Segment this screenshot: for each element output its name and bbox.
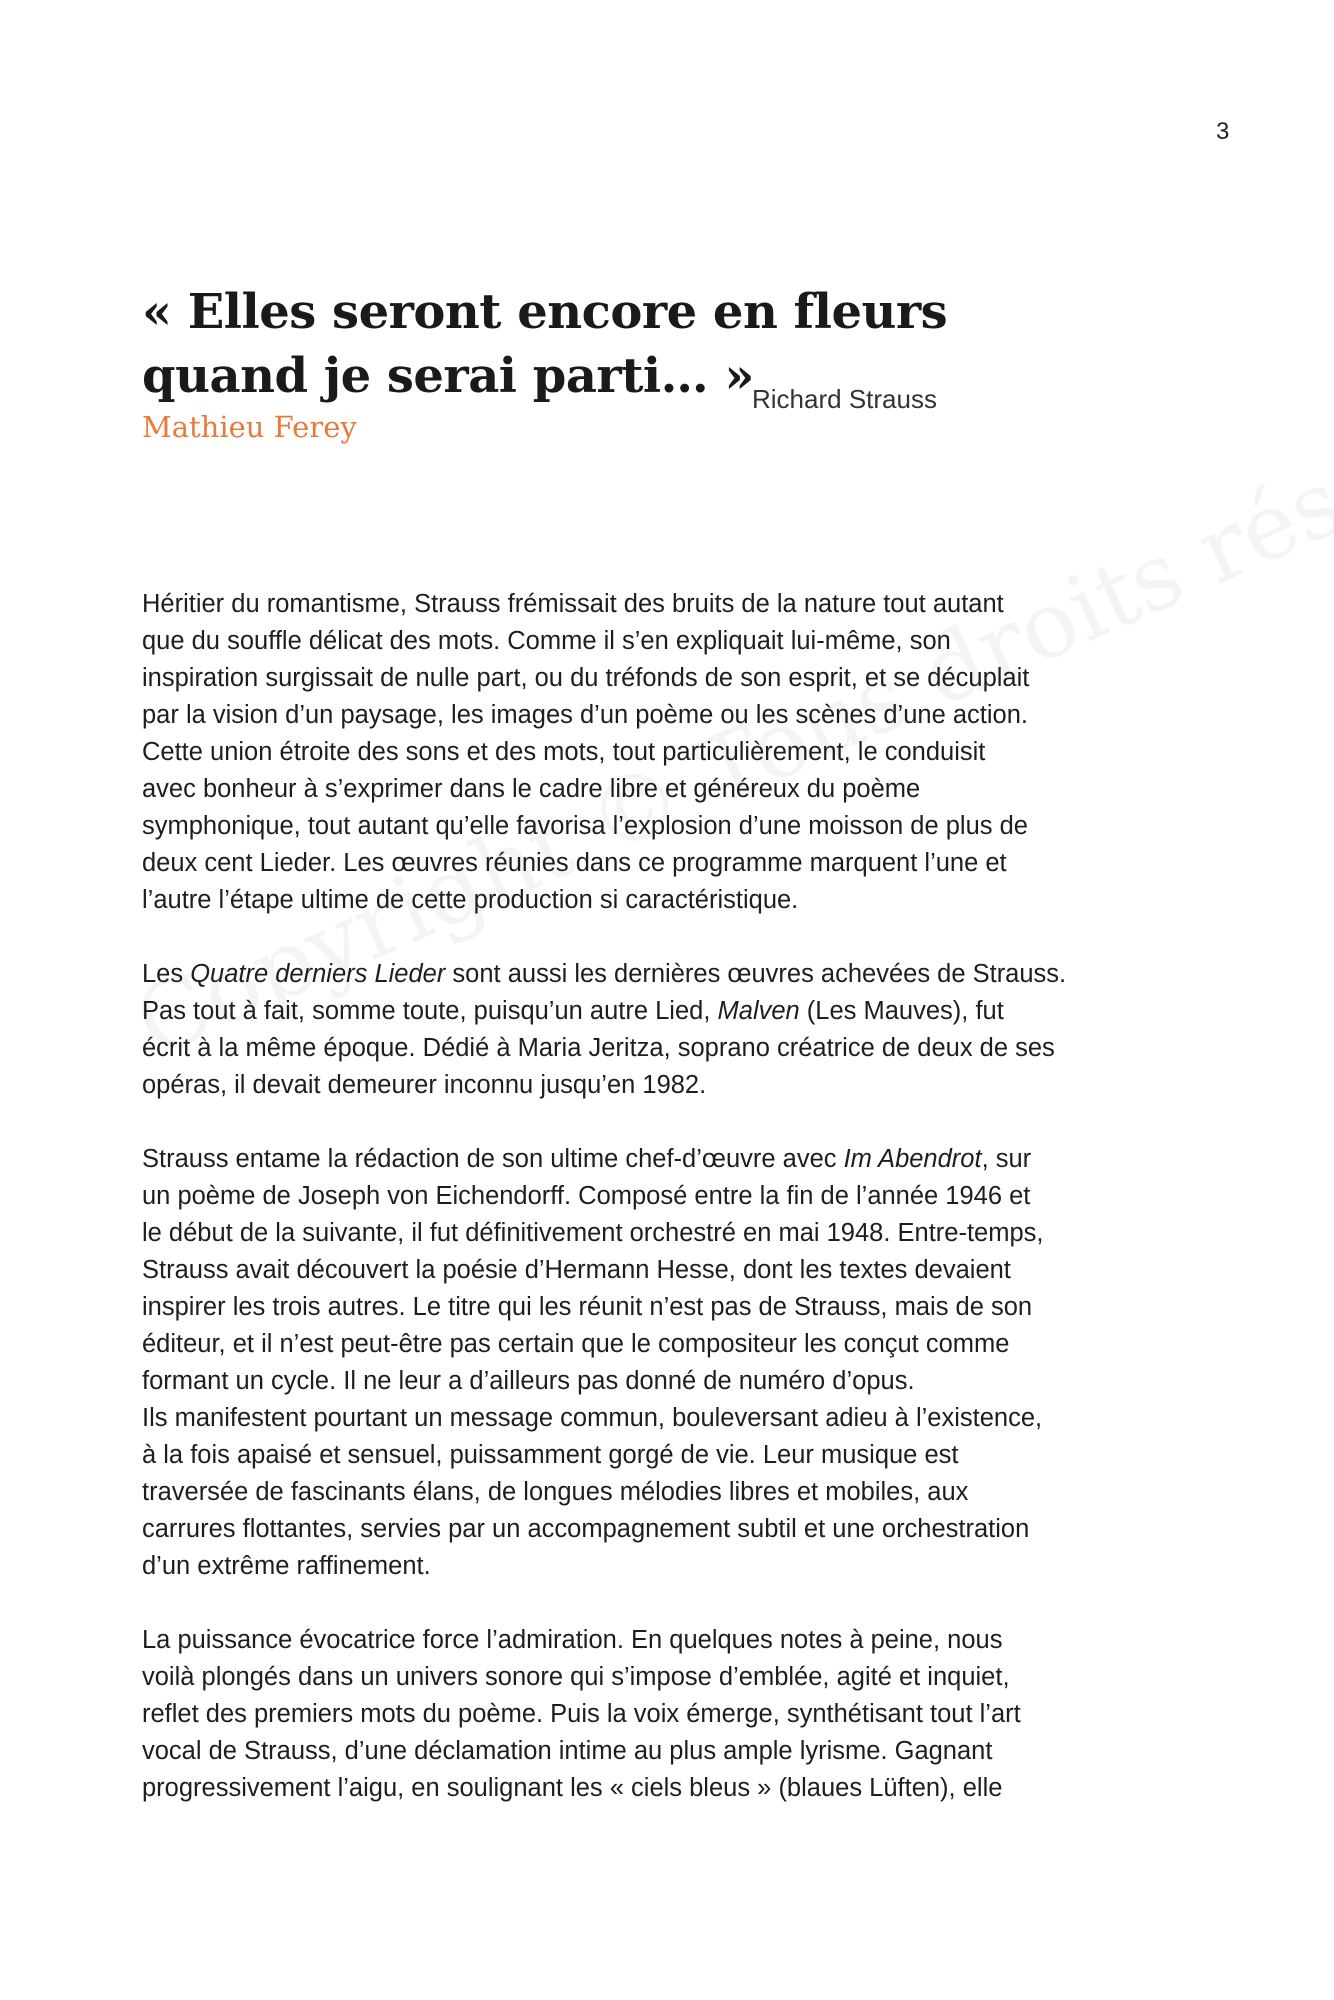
text-line: opéras, il devait demeurer inconnu jusqu’en 1982. [142, 1071, 707, 1099]
text-line: progressivement l’aigu, en soulignant les « ciels bleus » (blaues Lüften), elle [142, 1774, 1003, 1802]
paragraph [142, 586, 1202, 919]
text-line [142, 1141, 1202, 1178]
text-run: , sur [981, 1145, 1032, 1173]
quote-attribution: Richard Strauss [752, 384, 937, 414]
page-number: 3 [1216, 118, 1230, 145]
work-title: Malven [717, 997, 800, 1025]
text-line: Héritier du romantisme, Strauss frémissait des bruits de la nature tout autant [142, 590, 1004, 618]
work-title: Im Abendrot [843, 1145, 982, 1173]
text-line: d’un extrême raffinement. [142, 1552, 431, 1580]
text-line: éditeur, et il n’est peut-être pas certain que le compositeur les conçut comme [142, 1330, 1010, 1358]
text-line: symphonique, tout autant qu’elle favorisa l’explosion d’une moisson de plus de [142, 812, 1028, 840]
text-line: inspiration surgissait de nulle part, ou du tréfonds de son esprit, et se décuplait [142, 664, 1030, 692]
text-line: Cette union étroite des sons et des mots, tout particulièrement, le conduisit [142, 738, 986, 766]
text-line: reflet des premiers mots du poème. Puis la voix émerge, synthétisant tout l’art [142, 1700, 1021, 1728]
article-body [142, 586, 1202, 1807]
text-run: sont aussi les dernières œuvres achevées de Strauss. [445, 960, 1067, 988]
text-line [142, 993, 1202, 1030]
article-author: Mathieu Ferey [142, 410, 357, 444]
text-line: Strauss avait découvert la poésie d’Hermann Hesse, dont les textes devaient [142, 1256, 1011, 1284]
text-run: Pas tout à fait, somme toute, puisqu’un autre Lied, [142, 997, 718, 1025]
text-line: que du souffle délicat des mots. Comme il s’en expliquait lui-même, son [142, 627, 951, 655]
text-line: inspirer les trois autres. Le titre qui les réunit n’est pas de Strauss, mais de son [142, 1293, 1033, 1321]
text-line: avec bonheur à s’exprimer dans le cadre libre et généreux du poème [142, 775, 921, 803]
text-line: formant un cycle. Il ne leur a d’ailleurs pas donné de numéro d’opus. [142, 1367, 915, 1395]
text-line: La puissance évocatrice force l’admiration. En quelques notes à peine, nous [142, 1626, 1003, 1654]
text-line: Ils manifestent pourtant un message commun, bouleversant adieu à l’existence, [142, 1404, 1043, 1432]
text-line: deux cent Lieder. Les œuvres réunies dans ce programme marquent l’une et [142, 849, 1007, 877]
title-line: quand je serai parti… » [142, 348, 754, 404]
title-line: « Elles seront encore en fleurs [142, 284, 948, 340]
text-line: traversée de fascinants élans, de longues mélodies libres et mobiles, aux [142, 1478, 969, 1506]
text-line: voilà plongés dans un univers sonore qui s’impose d’emblée, agité et inquiet, [142, 1663, 1010, 1691]
text-line: l’autre l’étape ultime de cette production si caractéristique. [142, 886, 799, 914]
text-line: par la vision d’un paysage, les images d’un poème ou les scènes d’une action. [142, 701, 1028, 729]
text-line: carrures flottantes, servies par un accompagnement subtil et une orchestration [142, 1515, 1030, 1543]
text-run: (Les Mauves), fut [799, 997, 1004, 1025]
text-line [142, 956, 1202, 993]
text-line: le début de la suivante, il fut définitivement orchestré en mai 1948. Entre-temps, [142, 1219, 1044, 1247]
paragraph [142, 1622, 1202, 1807]
text-line: écrit à la même époque. Dédié à Maria Jeritza, soprano créatrice de deux de ses [142, 1034, 1055, 1062]
text-run: Strauss entame la rédaction de son ultime chef-d’œuvre avec [142, 1145, 844, 1173]
text-line: à la fois apaisé et sensuel, puissamment gorgé de vie. Leur musique est [142, 1441, 959, 1469]
text-line: vocal de Strauss, d’une déclamation intime au plus ample lyrisme. Gagnant [142, 1737, 993, 1765]
paragraph [142, 956, 1202, 1104]
text-run: Les [142, 960, 191, 988]
work-title: Quatre derniers Lieder [190, 960, 446, 988]
paragraph [142, 1141, 1202, 1585]
text-line: un poème de Joseph von Eichendorff. Composé entre la fin de l’année 1946 et [142, 1182, 1031, 1210]
